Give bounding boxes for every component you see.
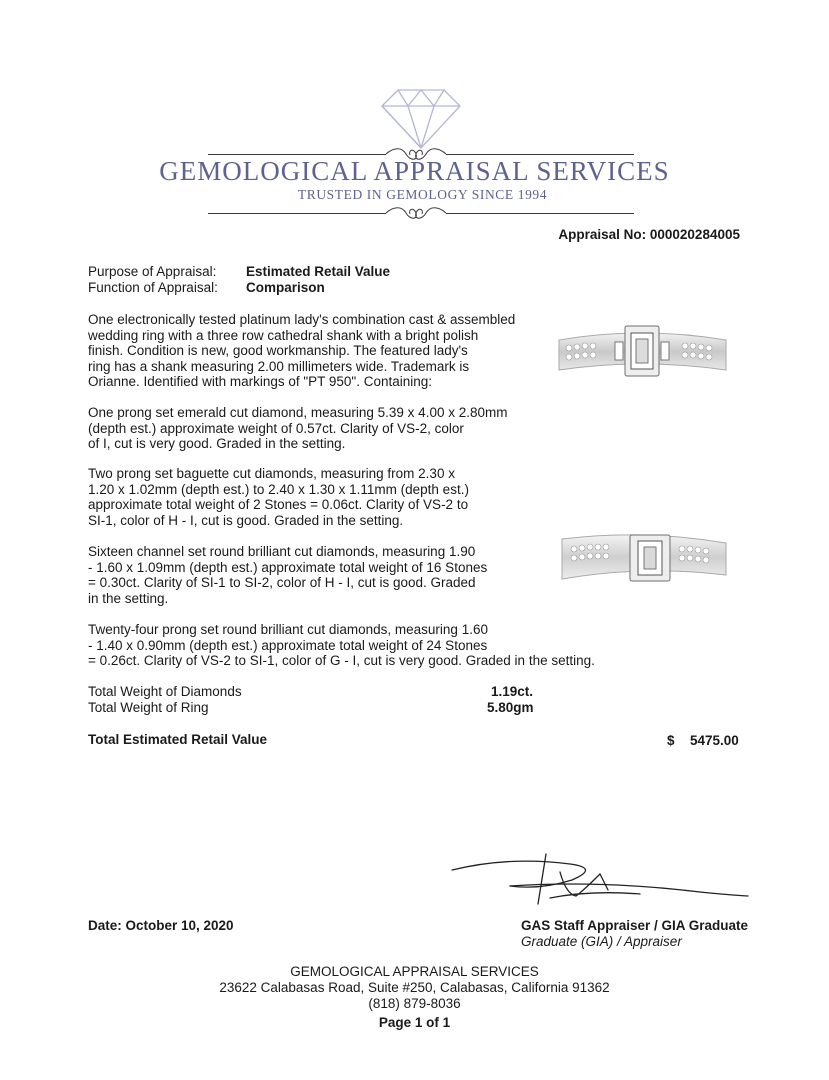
total-diamonds-value: 1.19ct. [491,684,534,699]
header-bottom-rule-right [446,213,634,214]
function-value: Comparison [246,280,325,295]
retail-value-label: Total Estimated Retail Value [88,732,268,747]
channel-diamonds-description: Sixteen channel set round brilliant cut diamonds, measuring 1.90 - 1.60 x 1.09mm (depth est.) approximate total weight of 16 Stones = 0.30ct. Clarity of SI-1 to SI-2, color of H - I, cut is good. Graded in the setting. [88,544,488,606]
total-diamonds-label: Total Weight of Diamonds [88,684,242,699]
appraiser-subtitle: Graduate (GIA) / Appraiser [521,934,682,949]
signature-image [450,850,750,912]
appraisal-date: Date: October 10, 2020 [88,918,234,933]
ring-photo-front [555,318,730,388]
total-ring-value: 5.80gm [487,700,534,715]
ornament-icon [384,204,448,222]
header-top-rule-right [446,154,634,155]
retail-value-amount: 5475.00 [690,733,739,748]
page-number: Page 1 of 1 [378,1015,451,1030]
prong-diamonds-description: Twenty-four prong set round brilliant cut diamonds, measuring 1.60 - 1.40 x 0.90mm (depth est.) approximate total weight of 24 Stones = 0.26ct. Clarity of VS-2 to SI-1, color of G - I, cut is very good. Graded in the setting. [88,622,595,669]
company-name: GEMOLOGICAL APPRAISAL SERVICES [159,156,670,186]
purpose-value: Estimated Retail Value [246,264,391,279]
purpose-label: Purpose of Appraisal: [88,264,217,279]
function-label: Function of Appraisal: [88,280,218,295]
footer-company: GEMOLOGICAL APPRAISAL SERVICES [290,964,539,979]
header-bottom-rule-left [208,213,386,214]
company-tagline: TRUSTED IN GEMOLOGY SINCE 1994 [297,187,548,202]
ring-photo-side [560,525,728,595]
emerald-diamond-description: One prong set emerald cut diamond, measuring 5.39 x 4.00 x 2.80mm (depth est.) approximate weight of 0.57ct. Clarity of VS-2, color of I, cut is very good. Graded in the setting. [88,405,508,452]
appraiser-title: GAS Staff Appraiser / GIA Graduate [521,918,749,933]
total-ring-label: Total Weight of Ring [88,700,209,715]
appraisal-number: Appraisal No: 000020284005 [558,227,740,242]
footer-address: 23622 Calabasas Road, Suite #250, Calabasas, California 91362 [219,980,610,995]
currency-symbol: $ [667,733,675,748]
baguette-diamonds-description: Two prong set baguette cut diamonds, measuring from 2.30 x 1.20 x 1.02mm (depth est.) to 2.40 x 1.30 x 1.11mm (depth est.) approximate total weight of 2 Stones = 0.06ct. Clarity of VS-2 to SI-1, color of H - I, cut is good. Graded in the setting. [88,466,469,528]
diamond-logo-icon [380,88,462,150]
footer-phone: (818) 879-8036 [368,996,461,1011]
ring-description: One electronically tested platinum lady's combination cast & assembled wedding ring with a three row cathedral shank with a bright polish finish. Condition is new, good workmanship. The featured lady's ring has a shank measuring 2.00 millimeters wide. Trademark is Orianne. Identified with markings of "PT 950". Containing: [88,312,516,390]
header-top-rule-left [208,154,386,155]
